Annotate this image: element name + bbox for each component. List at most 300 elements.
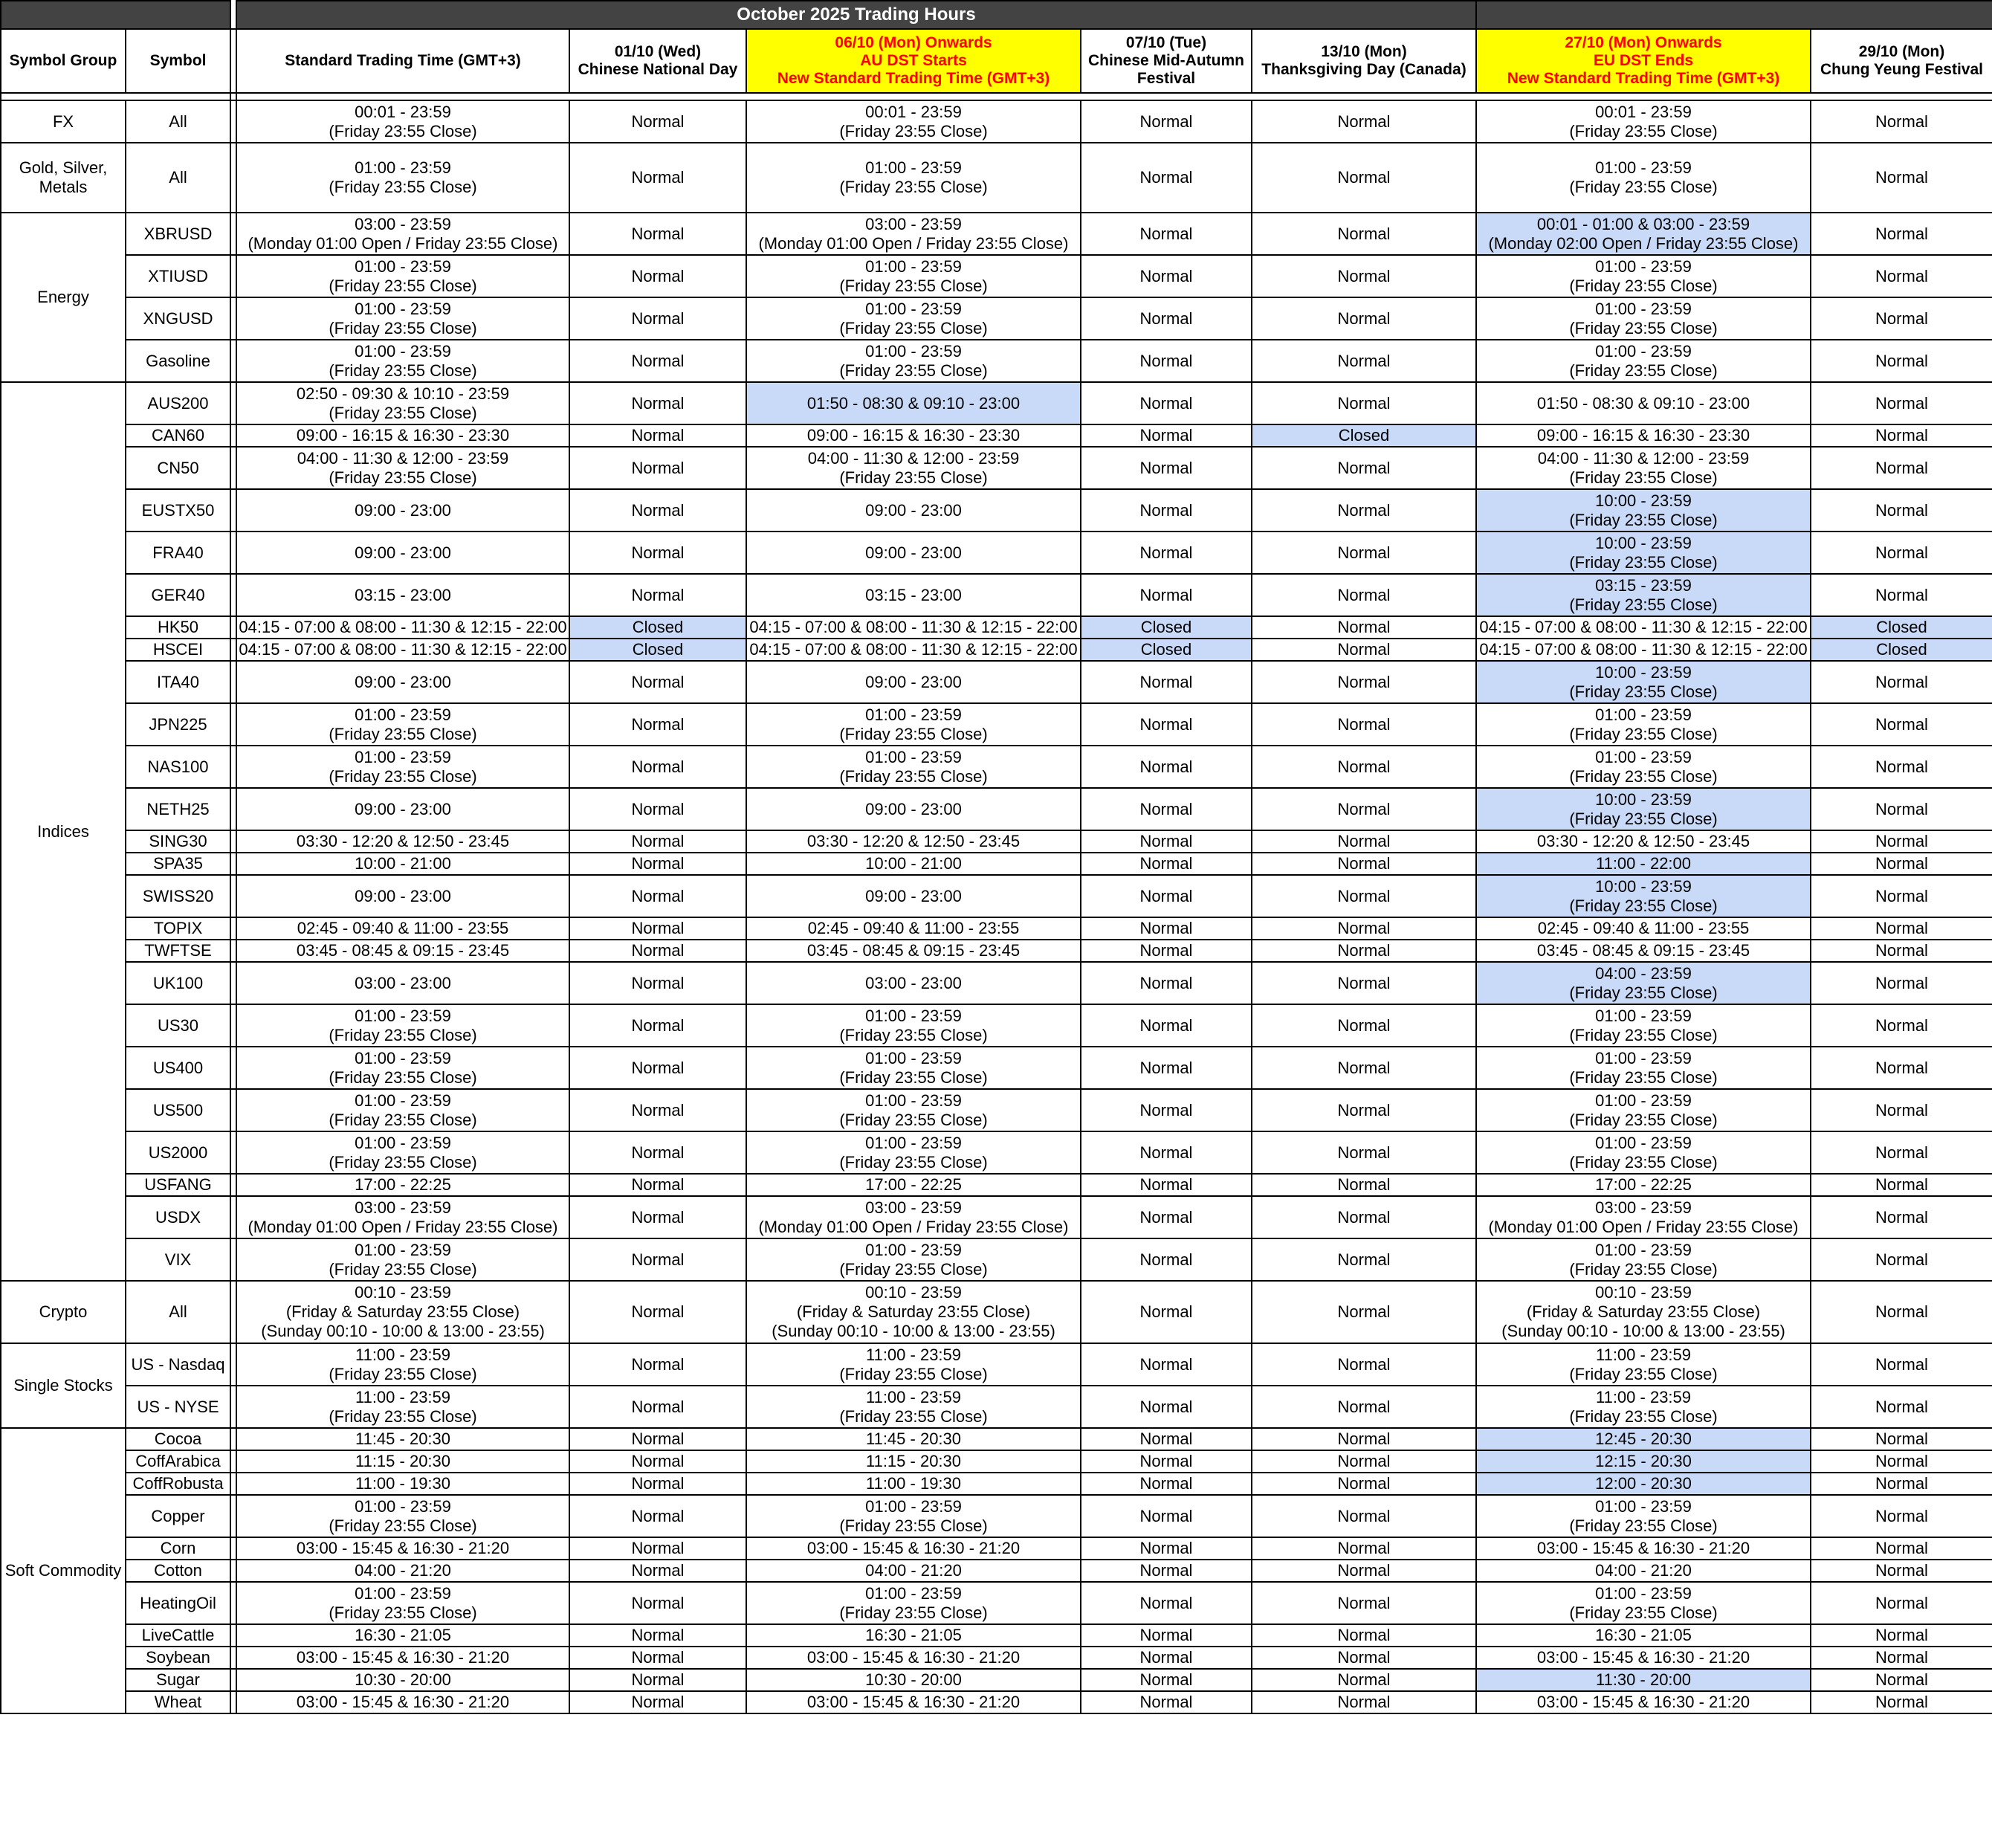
standard-time-cell [236, 489, 569, 532]
cell-line: (Friday 23:55 Close) [1569, 896, 1718, 915]
cell-line: 03:00 - 15:45 & 16:30 - 21:20 [1536, 1648, 1750, 1667]
day-0110-cell: Normal [569, 213, 746, 255]
day-0710-cell: Normal [1081, 1281, 1252, 1343]
table-row [1, 532, 1992, 574]
cell-line: 03:00 - 15:45 & 16:30 - 21:20 [296, 1693, 510, 1711]
cell-line: 11:00 - 23:59 [1595, 1387, 1692, 1406]
cell-line: (Friday 23:55 Close) [1569, 468, 1718, 487]
symbol-cell: AUS200 [126, 382, 230, 424]
header-separator [1, 93, 1992, 100]
standard-time-cell [236, 616, 569, 639]
day-0110-cell: Normal [569, 1386, 746, 1428]
cell-line: 03:00 - 23:59 [1595, 1198, 1692, 1217]
cell-line: Single Stocks [13, 1376, 113, 1395]
day-0610-cell [746, 1450, 1081, 1473]
day-0610-cell [746, 1196, 1081, 1238]
standard-time-cell [236, 1089, 569, 1131]
cell-line: 03:00 - 15:45 & 16:30 - 21:20 [1536, 1539, 1750, 1557]
day-1310-cell: Normal [1252, 100, 1476, 143]
day-1310-cell: Normal [1252, 1428, 1476, 1450]
table-row [1, 297, 1992, 340]
cell-line: 01:00 - 23:59 [865, 256, 962, 276]
cell-line: 01:00 - 23:59 [865, 1006, 962, 1025]
day-2710-cell [1476, 616, 1811, 639]
day-1310-cell: Normal [1252, 340, 1476, 382]
day-1310-cell: Normal [1252, 297, 1476, 340]
cell-line: 11:00 - 23:59 [1595, 1345, 1692, 1364]
day-0710-cell: Normal [1081, 1238, 1252, 1281]
day-2910-cell: Normal [1811, 1450, 1992, 1473]
symbol-cell: GER40 [126, 574, 230, 616]
cell-line: 01:00 - 23:59 [865, 158, 962, 177]
standard-time-cell [236, 1047, 569, 1089]
cell-line: 00:10 - 23:59 [355, 1283, 451, 1302]
table-row [1, 382, 1992, 424]
day-0110-cell: Normal [569, 382, 746, 424]
day-2910-cell: Normal [1811, 213, 1992, 255]
day-0710-cell: Normal [1081, 1428, 1252, 1450]
cell-line: 03:15 - 23:00 [355, 585, 451, 604]
day-2910-cell: Normal [1811, 962, 1992, 1004]
table-row [1, 746, 1992, 788]
cell-line: 04:15 - 07:00 & 08:00 - 11:30 & 12:15 - 22:00 [749, 618, 1078, 636]
day-0710-cell: Normal [1081, 788, 1252, 830]
cell-line: (Friday 23:55 Close) [329, 318, 477, 337]
cell-line: (Friday 23:55 Close) [329, 1259, 477, 1279]
day-2710-cell [1476, 1089, 1811, 1131]
day-2710-cell [1476, 830, 1811, 853]
day-2910-cell: Normal [1811, 661, 1992, 703]
day-0610-cell [746, 1624, 1081, 1647]
cell-line: 12:15 - 20:30 [1595, 1452, 1692, 1470]
day-2910-cell: Normal [1811, 382, 1992, 424]
cell-line: 09:00 - 23:00 [355, 886, 451, 905]
day-2910-cell: Normal [1811, 1047, 1992, 1089]
cell-line: 17:00 - 22:25 [865, 1175, 962, 1194]
day-0710-cell: Normal [1081, 574, 1252, 616]
cell-line: (Friday 23:55 Close) [1569, 510, 1718, 529]
day-0610-cell [746, 297, 1081, 340]
cell-line: 03:00 - 23:00 [865, 973, 962, 992]
cell-line: 01:00 - 23:59 [355, 1048, 451, 1067]
symbol-cell: US - Nasdaq [126, 1343, 230, 1386]
day-0610-cell [746, 574, 1081, 616]
day-0110-cell: Normal [569, 1450, 746, 1473]
symbol-cell: CAN60 [126, 424, 230, 447]
cell-line: 09:00 - 23:00 [355, 543, 451, 562]
day-2910-cell: Normal [1811, 853, 1992, 875]
day-0110-cell: Normal [569, 661, 746, 703]
symbol-cell: Soybean [126, 1647, 230, 1669]
symbol-cell: SPA35 [126, 853, 230, 875]
cell-line: (Friday 23:55 Close) [839, 468, 988, 487]
standard-time-cell [236, 297, 569, 340]
day-0110-cell: Normal [569, 1473, 746, 1495]
day-0610-cell [746, 424, 1081, 447]
cell-line: 03:00 - 15:45 & 16:30 - 21:20 [806, 1693, 1021, 1711]
cell-line: 10:30 - 20:00 [355, 1670, 451, 1689]
day-0110-cell: Normal [569, 1669, 746, 1691]
table-row [1, 788, 1992, 830]
symbol-cell: CN50 [126, 447, 230, 489]
cell-line: (Friday 23:55 Close) [1569, 1067, 1718, 1087]
day-0710-cell: Normal [1081, 1624, 1252, 1647]
day-0710-cell: Normal [1081, 875, 1252, 917]
day-0110-cell: Normal [569, 1047, 746, 1089]
cell-line: (Friday 23:55 Close) [1569, 1152, 1718, 1172]
symbol-cell: SWISS20 [126, 875, 230, 917]
cell-line: (Friday 23:55 Close) [329, 121, 477, 140]
cell-line: (Friday 23:55 Close) [1569, 552, 1718, 572]
day-2910-cell: Normal [1811, 703, 1992, 746]
symbol-cell: XNGUSD [126, 297, 230, 340]
symbol-cell: JPN225 [126, 703, 230, 746]
cell-line: 10:00 - 21:00 [355, 854, 451, 873]
cell-line: 04:15 - 07:00 & 08:00 - 11:30 & 12:15 - 22:00 [749, 640, 1078, 659]
day-1310-cell: Normal [1252, 1343, 1476, 1386]
day-2910-cell: Normal [1811, 1089, 1992, 1131]
table-row [1, 100, 1992, 143]
day-1310-cell: Normal [1252, 532, 1476, 574]
day-0610-cell [746, 917, 1081, 940]
cell-line: 04:15 - 07:00 & 08:00 - 11:30 & 12:15 - 22:00 [1479, 640, 1808, 659]
table-row [1, 574, 1992, 616]
cell-line: 17:00 - 22:25 [1595, 1175, 1692, 1194]
cell-line: 01:00 - 23:59 [1595, 1240, 1692, 1259]
cell-line: (Friday & Saturday 23:55 Close) [796, 1302, 1031, 1321]
day-2710-cell [1476, 1047, 1811, 1089]
day-0610-cell [746, 213, 1081, 255]
symbol-group-cell [1, 213, 126, 382]
table-row [1, 424, 1992, 447]
day-0610-cell [746, 788, 1081, 830]
day-0710-cell: Normal [1081, 1537, 1252, 1560]
day-0710-cell: Normal [1081, 340, 1252, 382]
day-0610-cell [746, 1495, 1081, 1537]
header-0110 [569, 29, 746, 93]
day-2710-cell [1476, 340, 1811, 382]
day-0610-cell [746, 853, 1081, 875]
day-2910-cell: Normal [1811, 574, 1992, 616]
day-0110-cell: Normal [569, 746, 746, 788]
cell-line: 12:45 - 20:30 [1595, 1429, 1692, 1448]
day-1310-cell: Normal [1252, 616, 1476, 639]
symbol-cell: Sugar [126, 1669, 230, 1691]
cell-line: 01/10 (Wed) [614, 43, 702, 60]
cell-line: (Friday 23:55 Close) [1569, 1364, 1718, 1383]
day-0110-cell: Normal [569, 788, 746, 830]
day-2710-cell [1476, 100, 1811, 143]
day-2710-cell [1476, 1343, 1811, 1386]
cell-line: Gold, Silver, [19, 158, 108, 177]
symbol-cell: US30 [126, 1004, 230, 1047]
symbol-cell: TWFTSE [126, 940, 230, 962]
cell-line: 29/10 (Mon) [1858, 43, 1945, 60]
cell-line: 27/10 (Mon) Onwards [1565, 34, 1722, 51]
cell-line: 01:00 - 23:59 [355, 341, 451, 361]
day-2710-cell [1476, 788, 1811, 830]
day-2910-cell: Normal [1811, 1238, 1992, 1281]
cell-line: 03:45 - 08:45 & 09:15 - 23:45 [296, 941, 510, 960]
standard-time-cell [236, 340, 569, 382]
cell-line: (Friday 23:55 Close) [839, 361, 988, 380]
day-0110-cell: Normal [569, 830, 746, 853]
day-0110-cell: Normal [569, 1495, 746, 1537]
table-row [1, 1281, 1992, 1343]
symbol-cell: All [126, 100, 230, 143]
cell-line: 11:00 - 19:30 [865, 1474, 962, 1493]
day-0710-cell: Normal [1081, 1691, 1252, 1713]
day-1310-cell: Closed [1252, 424, 1476, 447]
cell-line: 03:30 - 12:20 & 12:50 - 23:45 [806, 832, 1021, 850]
day-1310-cell: Normal [1252, 1537, 1476, 1560]
day-0610-cell [746, 1691, 1081, 1713]
symbol-cell: XTIUSD [126, 255, 230, 297]
cell-line: (Friday 23:55 Close) [839, 1259, 988, 1279]
day-0710-cell: Normal [1081, 143, 1252, 213]
standard-time-cell [236, 1495, 569, 1537]
day-0110-cell: Normal [569, 1004, 746, 1047]
cell-line: (Monday 01:00 Open / Friday 23:55 Close) [1488, 1217, 1799, 1236]
standard-time-cell [236, 1691, 569, 1713]
cell-line: 03:00 - 23:59 [355, 1198, 451, 1217]
standard-time-cell [236, 1624, 569, 1647]
day-2910-cell: Normal [1811, 1537, 1992, 1560]
cell-line: (Friday 23:55 Close) [1569, 178, 1718, 196]
table-row [1, 1450, 1992, 1473]
day-0610-cell [746, 830, 1081, 853]
cell-line: 01:50 - 08:30 & 09:10 - 23:00 [1536, 393, 1750, 413]
cell-line: 17:00 - 22:25 [355, 1175, 451, 1194]
cell-line: 03:00 - 23:59 [865, 214, 962, 233]
standard-time-cell [236, 382, 569, 424]
table-row [1, 1089, 1992, 1131]
day-0110-cell: Normal [569, 1131, 746, 1174]
cell-line: 10:00 - 23:59 [1595, 662, 1692, 682]
cell-line: (Friday & Saturday 23:55 Close) [285, 1302, 520, 1321]
day-0110-cell: Normal [569, 853, 746, 875]
cell-line: 04:00 - 11:30 & 12:00 - 23:59 [807, 448, 1020, 468]
day-2910-cell: Normal [1811, 532, 1992, 574]
symbol-cell: ITA40 [126, 661, 230, 703]
day-0610-cell [746, 1174, 1081, 1196]
day-1310-cell: Normal [1252, 1281, 1476, 1343]
cell-line: (Friday 23:55 Close) [1569, 121, 1718, 140]
symbol-cell: HSCEI [126, 639, 230, 661]
day-2710-cell [1476, 962, 1811, 1004]
table-row [1, 447, 1992, 489]
day-2710-cell [1476, 255, 1811, 297]
cell-line: 03:00 - 23:00 [355, 973, 451, 992]
day-2910-cell: Normal [1811, 255, 1992, 297]
cell-line: 03:00 - 15:45 & 16:30 - 21:20 [1536, 1693, 1750, 1711]
day-0610-cell [746, 100, 1081, 143]
table-row [1, 1196, 1992, 1238]
standard-time-cell [236, 1131, 569, 1174]
cell-line: 01:00 - 23:59 [1595, 1133, 1692, 1152]
day-2910-cell: Normal [1811, 1691, 1992, 1713]
day-0710-cell: Normal [1081, 1473, 1252, 1495]
cell-line: (Friday 23:55 Close) [329, 1364, 477, 1383]
standard-time-cell [236, 1560, 569, 1582]
day-2910-cell: Normal [1811, 1386, 1992, 1428]
day-2710-cell [1476, 382, 1811, 424]
cell-line: 01:00 - 23:59 [1595, 341, 1692, 361]
cell-line: 06/10 (Mon) Onwards [835, 34, 992, 51]
cell-line: 03:00 - 23:59 [355, 214, 451, 233]
cell-line: 11:00 - 19:30 [355, 1474, 451, 1493]
day-0110-cell: Normal [569, 962, 746, 1004]
day-0710-cell: Normal [1081, 447, 1252, 489]
cell-line: Metals [39, 178, 88, 196]
day-0710-cell: Normal [1081, 746, 1252, 788]
table-row [1, 143, 1992, 213]
cell-line: (Friday 23:55 Close) [329, 468, 477, 487]
symbol-group-cell [1, 100, 126, 143]
cell-line: 10:30 - 20:00 [865, 1670, 962, 1689]
day-0610-cell [746, 489, 1081, 532]
cell-line: 01:00 - 23:59 [355, 1133, 451, 1152]
symbol-cell: US - NYSE [126, 1386, 230, 1428]
symbol-group-cell [1, 143, 126, 213]
standard-time-cell [236, 1669, 569, 1691]
day-0110-cell: Normal [569, 1582, 746, 1624]
day-2710-cell [1476, 1004, 1811, 1047]
standard-time-cell [236, 788, 569, 830]
day-0710-cell: Normal [1081, 1343, 1252, 1386]
day-0710-cell: Normal [1081, 1582, 1252, 1624]
day-2910-cell: Normal [1811, 1281, 1992, 1343]
cell-line: 09:00 - 23:00 [865, 886, 962, 905]
symbol-cell: LiveCattle [126, 1624, 230, 1647]
cell-line: (Friday 23:55 Close) [839, 1364, 988, 1383]
title-row [1, 1, 1992, 29]
day-0110-cell: Normal [569, 532, 746, 574]
day-2710-cell [1476, 1428, 1811, 1450]
day-2710-cell [1476, 1495, 1811, 1537]
symbol-cell: VIX [126, 1238, 230, 1281]
cell-line: Indices [37, 821, 89, 841]
day-0610-cell [746, 875, 1081, 917]
day-0610-cell [746, 616, 1081, 639]
cell-line: 09:00 - 16:15 & 16:30 - 23:30 [296, 426, 510, 445]
cell-line: (Friday 23:55 Close) [839, 1516, 988, 1535]
cell-line: 04:15 - 07:00 & 08:00 - 11:30 & 12:15 - 22:00 [239, 640, 567, 659]
day-0710-cell: Normal [1081, 297, 1252, 340]
header-standard-time: Standard Trading Time (GMT+3) [236, 29, 569, 93]
day-2710-cell [1476, 1386, 1811, 1428]
cell-line: 03:00 - 15:45 & 16:30 - 21:20 [296, 1648, 510, 1667]
symbol-cell: USFANG [126, 1174, 230, 1196]
cell-line: 10:00 - 21:00 [865, 854, 962, 873]
day-0110-cell: Normal [569, 447, 746, 489]
cell-line: (Friday 23:55 Close) [329, 1067, 477, 1087]
day-0110-cell: Normal [569, 1624, 746, 1647]
day-0110-cell: Normal [569, 1343, 746, 1386]
table-row [1, 1047, 1992, 1089]
day-2710-cell [1476, 1647, 1811, 1669]
standard-time-cell [236, 143, 569, 213]
day-0610-cell [746, 962, 1081, 1004]
cell-line: (Friday 23:55 Close) [1569, 595, 1718, 614]
symbol-cell: All [126, 1281, 230, 1343]
day-2910-cell: Normal [1811, 1004, 1992, 1047]
cell-line: Chung Yeung Festival [1820, 61, 1983, 78]
header-2910 [1811, 29, 1992, 93]
day-2910-cell: Normal [1811, 143, 1992, 213]
symbol-cell: Wheat [126, 1691, 230, 1713]
table-row [1, 1495, 1992, 1537]
day-2910-cell: Normal [1811, 746, 1992, 788]
cell-line: 04:15 - 07:00 & 08:00 - 11:30 & 12:15 - 22:00 [1479, 618, 1808, 636]
day-2910-cell: Normal [1811, 1428, 1992, 1450]
symbol-cell: Cocoa [126, 1428, 230, 1450]
day-0110-cell: Normal [569, 340, 746, 382]
cell-line: (Friday 23:55 Close) [329, 1152, 477, 1172]
cell-line: New Standard Trading Time (GMT+3) [777, 70, 1050, 87]
cell-line: 01:00 - 23:59 [1595, 1006, 1692, 1025]
standard-time-cell [236, 1343, 569, 1386]
day-0710-cell: Normal [1081, 853, 1252, 875]
standard-time-cell [236, 447, 569, 489]
standard-time-cell [236, 1196, 569, 1238]
standard-time-cell [236, 424, 569, 447]
cell-line: 03:30 - 12:20 & 12:50 - 23:45 [296, 832, 510, 850]
symbol-cell: FRA40 [126, 532, 230, 574]
symbol-cell: HeatingOil [126, 1582, 230, 1624]
day-2910-cell: Normal [1811, 1196, 1992, 1238]
cell-line: 01:00 - 23:59 [355, 299, 451, 318]
day-2910-cell: Closed [1811, 616, 1992, 639]
day-0610-cell [746, 1004, 1081, 1047]
standard-time-cell [236, 703, 569, 746]
standard-time-cell [236, 1450, 569, 1473]
day-2710-cell [1476, 1238, 1811, 1281]
cell-line: 04:00 - 21:20 [1595, 1561, 1692, 1580]
cell-line: (Sunday 00:10 - 10:00 & 13:00 - 23:55) [261, 1322, 545, 1340]
cell-line: (Friday 23:55 Close) [1569, 276, 1718, 295]
day-2710-cell [1476, 1691, 1811, 1713]
table-row [1, 703, 1992, 746]
day-0710-cell: Normal [1081, 940, 1252, 962]
day-1310-cell: Normal [1252, 447, 1476, 489]
cell-line: 11:15 - 20:30 [355, 1452, 451, 1470]
day-0610-cell [746, 639, 1081, 661]
cell-line: 01:00 - 23:59 [865, 705, 962, 724]
table-row [1, 1560, 1992, 1582]
day-1310-cell: Normal [1252, 788, 1476, 830]
table-row [1, 1537, 1992, 1560]
cell-line: EU DST Ends [1593, 52, 1694, 69]
table-row [1, 1238, 1992, 1281]
day-1310-cell: Normal [1252, 940, 1476, 962]
day-2710-cell [1476, 917, 1811, 940]
day-0710-cell: Normal [1081, 424, 1252, 447]
cell-line: (Friday & Saturday 23:55 Close) [1526, 1302, 1761, 1321]
cell-line: 04:00 - 11:30 & 12:00 - 23:59 [1537, 448, 1750, 468]
cell-line: 03:45 - 08:45 & 09:15 - 23:45 [1536, 941, 1750, 960]
cell-line: 01:00 - 23:59 [355, 705, 451, 724]
cell-line: (Friday 23:55 Close) [329, 1406, 477, 1426]
day-0110-cell: Normal [569, 1281, 746, 1343]
cell-line: (Friday 23:55 Close) [329, 361, 477, 380]
standard-time-cell [236, 661, 569, 703]
table-row [1, 1582, 1992, 1624]
cell-line: 01:00 - 23:59 [355, 1240, 451, 1259]
cell-line: 09:00 - 23:00 [355, 799, 451, 818]
day-0110-cell: Normal [569, 1238, 746, 1281]
day-2710-cell [1476, 746, 1811, 788]
